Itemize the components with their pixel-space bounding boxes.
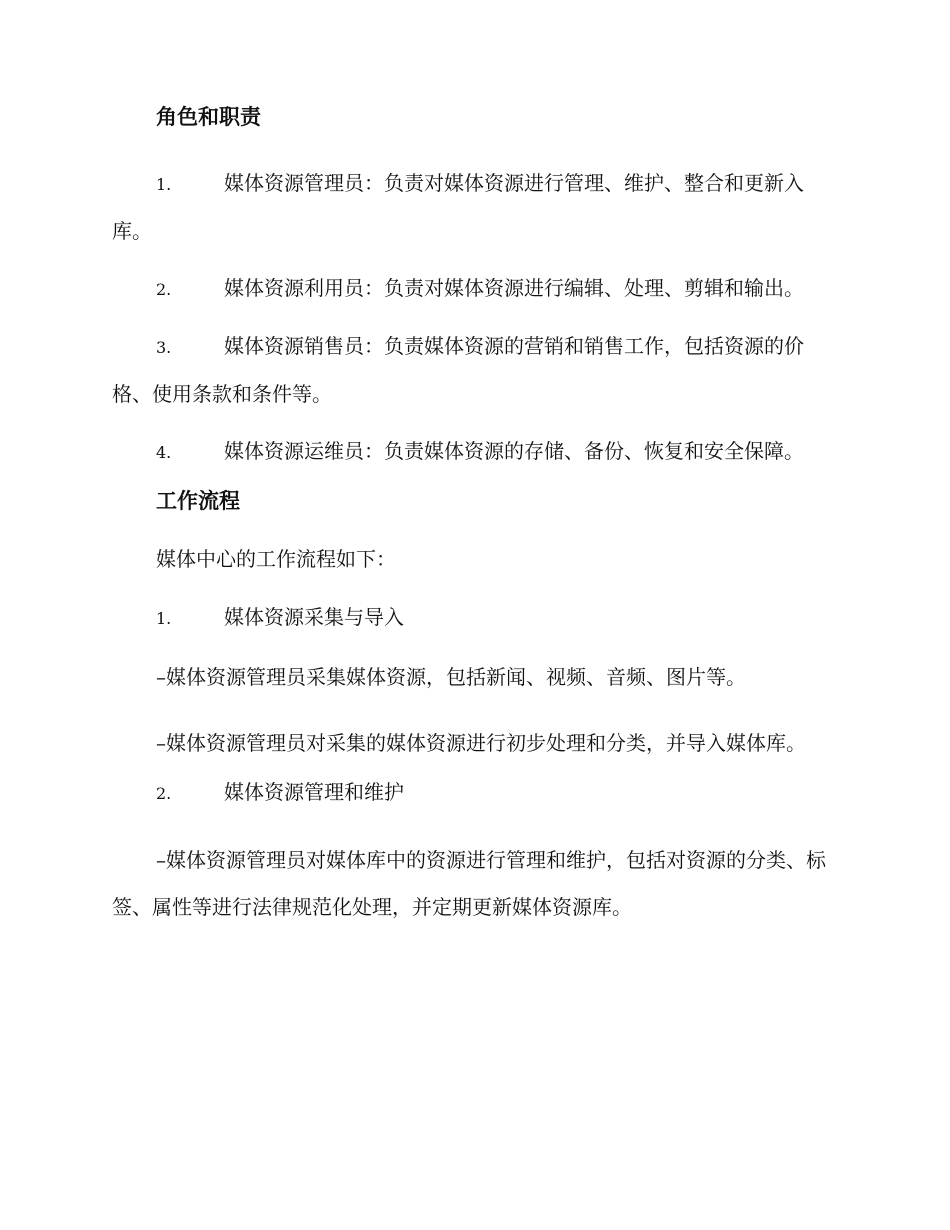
workflow-step-detail [112, 837, 834, 931]
step-title-text: 媒体资源管理和维护 [224, 780, 404, 804]
workflow-step-title [112, 777, 834, 809]
document-body [112, 102, 834, 941]
role-item [112, 265, 834, 313]
list-number: 1. [156, 175, 172, 194]
list-number: 3. [156, 338, 172, 357]
section-heading-roles: 角色和职责 [156, 105, 261, 129]
role-text: 媒体资源管理员：负责对媒体资源进行管理、维护、整合和更新入库。 [112, 171, 804, 243]
workflow-step-detail [112, 720, 834, 767]
section-heading-workflow: 工作流程 [156, 489, 240, 513]
dash-marker: – [156, 848, 166, 872]
detail-text: 媒体资源管理员采集媒体资源，包括新闻、视频、音频、图片等。 [166, 665, 746, 689]
role-text: 媒体资源销售员：负责媒体资源的营销和销售工作，包括资源的价格、使用条款和条件等。 [112, 334, 804, 406]
list-number: 1. [156, 609, 172, 628]
role-item [112, 428, 834, 476]
detail-text: 媒体资源管理员对媒体库中的资源进行管理和维护，包括对资源的分类、标签、属性等进行法律规范化处理，并定期更新媒体资源库。 [112, 848, 826, 919]
workflow-step-detail [112, 662, 834, 692]
workflow-step-title [112, 602, 834, 634]
list-number: 4. [156, 443, 172, 462]
step-title-text: 媒体资源采集与导入 [224, 605, 404, 629]
role-item [112, 323, 834, 418]
role-text: 媒体资源运维员：负责媒体资源的存储、备份、恢复和安全保障。 [224, 439, 804, 463]
list-number: 2. [156, 280, 172, 299]
dash-marker: – [156, 665, 166, 689]
role-text: 媒体资源利用员：负责对媒体资源进行编辑、处理、剪辑和输出。 [224, 276, 804, 300]
detail-text: 媒体资源管理员对采集的媒体资源进行初步处理和分类，并导入媒体库。 [166, 731, 806, 755]
dash-marker: – [156, 731, 166, 755]
list-number: 2. [156, 784, 172, 803]
workflow-intro: 媒体中心的工作流程如下： [156, 547, 396, 571]
role-item [112, 160, 834, 255]
